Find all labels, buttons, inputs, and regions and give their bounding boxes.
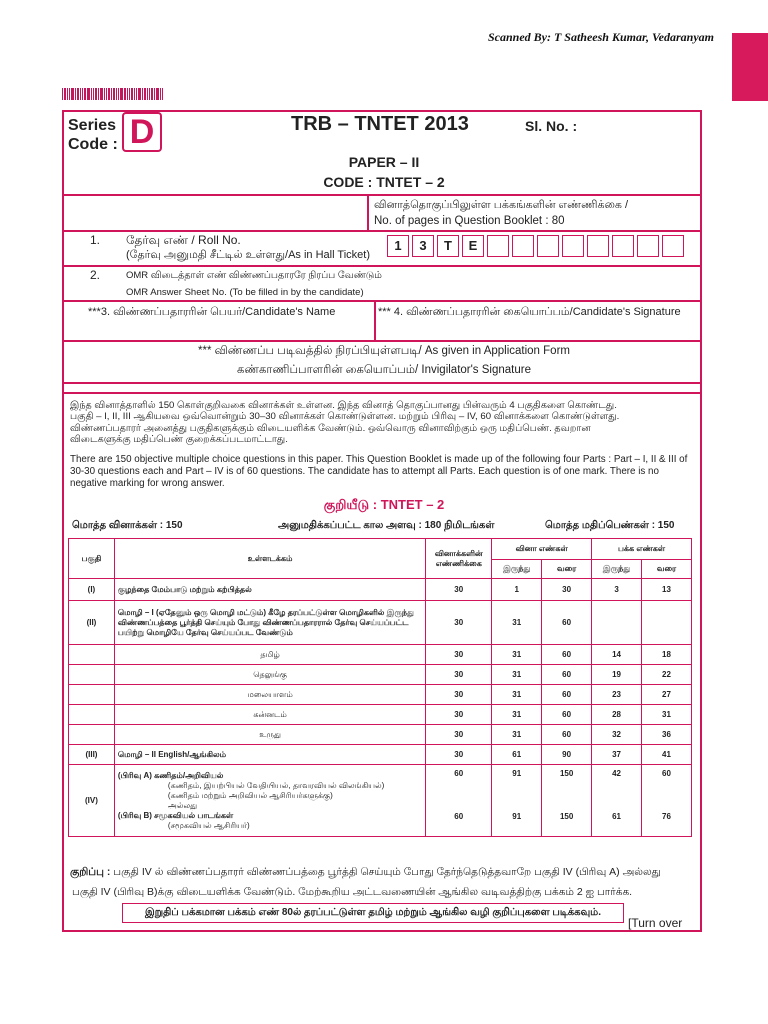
- part4-b-value: 76: [662, 812, 671, 821]
- count-cell: 30: [426, 579, 492, 601]
- header-q-to: வரை: [542, 560, 592, 579]
- barcode-bar: [75, 88, 76, 100]
- count-cell: 30: [426, 745, 492, 765]
- exam-title: TRB – TNTET 2013: [291, 113, 469, 135]
- q-to-cell: 60: [542, 685, 592, 705]
- barcode-bar: [127, 88, 128, 100]
- q-from-cell: 31: [492, 705, 542, 725]
- roll-number-box[interactable]: 1: [387, 235, 409, 257]
- q-to-cell: 60: [542, 705, 592, 725]
- rule-3: [62, 300, 702, 302]
- barcode-bar: [62, 88, 63, 100]
- part4-a-title: (பிரிவு A) கணிதம்/அறிவியல்: [117, 770, 224, 780]
- invigilator-signature-label: கண்காணிப்பாளரின் கையொப்பம்/ Invigilator's Signature: [237, 364, 531, 376]
- header-page-numbers: பக்க எண்கள்: [592, 539, 692, 560]
- syllabus-table: [68, 538, 692, 837]
- part4-a-value: 42: [612, 769, 621, 778]
- series-code-box: D: [122, 112, 162, 152]
- roll-label-line2: (தேர்வு அனுமதி சீட்டில் உள்ளது/As in Hall Ticket): [126, 249, 370, 261]
- notes-block: [70, 862, 698, 902]
- roll-number-box[interactable]: E: [462, 235, 484, 257]
- barcode-bar: [154, 88, 155, 100]
- barcode-bar: [138, 88, 141, 100]
- barcode-bar: [151, 88, 153, 100]
- content-cell: மொழி – I (ஏதேனும் ஒரு மொழி மட்டும்) கீழே தரப்பட்டுள்ள மொழிகளில் இருந்து விண்ணப்பத்தை பூர்த்தி செய்யும் போது விண்ணப்பதாரரால் தேர்வு செய்யப்பட்ட பயிற்று மொழியே தேர்வு செய்யப்பட வேண்டும்: [114, 601, 425, 645]
- part-cell: (I): [69, 579, 115, 601]
- q-to-cell: 60: [542, 645, 592, 665]
- barcode-bar: [118, 88, 119, 100]
- roll-number-box[interactable]: 3: [412, 235, 434, 257]
- barcode-bar: [116, 88, 117, 100]
- roll-number-box[interactable]: [612, 235, 634, 257]
- roll-number-box[interactable]: [487, 235, 509, 257]
- instruction-line: விண்ணப்பதாரர் அனைத்து பகுதிகளுக்கும் விடையளிக்க வேண்டும். ஒவ்வொரு வினாவிற்கும் ஒரு மதிப்பெண். தவறான: [70, 422, 591, 434]
- table-row: [69, 665, 692, 685]
- table-row: [69, 705, 692, 725]
- paper-title: PAPER – II: [348, 154, 420, 170]
- content-cell: கன்னடம்: [114, 705, 425, 725]
- part4-q-from-cell: [492, 765, 542, 837]
- part4-b-value: 150: [559, 812, 574, 821]
- series-label-line1: Series: [68, 117, 117, 134]
- instruction-line: பகுதி – I, II, III ஆகியவை ஒவ்வொன்றும் 30–30 வினாக்கள் கொண்டுள்ளன. மற்றும் பிரிவு – IV, 60 வினாக்களை கொண்டுள்ளது.: [70, 411, 620, 423]
- notes-label: குறிப்பு :: [70, 866, 111, 878]
- series-label: [68, 116, 118, 154]
- part-cell: (III): [69, 745, 115, 765]
- barcode: [62, 88, 172, 100]
- content-cell: தெலுங்கு: [114, 665, 425, 685]
- header-content: உள்ளடக்கம்: [114, 539, 425, 579]
- barcode-bar: [120, 88, 123, 100]
- count-cell: 30: [426, 685, 492, 705]
- part-cell: (IV): [69, 765, 115, 837]
- count-cell: 30: [426, 705, 492, 725]
- part4-a-sub2: (கணிதம் மற்றும் அறிவியல் ஆசிரியர்களுக்கு): [167, 790, 333, 800]
- instructions-english: There are 150 objective multiple choice questions in this paper. This Question Booklet is made up of the following four Parts : Part – I, II & III of 30-30 questions each and Part – IV is of 60 questions. The candidate has to attempt all Parts. Each question is of one mark. There is no negative marking for wrong answer.: [70, 454, 688, 489]
- p-from-cell: [592, 601, 642, 645]
- roll-number-index: 1.: [90, 233, 101, 247]
- notes-line2: பகுதி IV (பிரிவு B)க்கு விடையளிக்க வேண்டும். மேற்கூறிய அட்டவணையின் ஆங்கில வடிவத்திற்கு பக்கம் 2 ஐ பார்க்க.: [72, 886, 633, 898]
- instruction-line: இந்த வினாத்தாளில் 150 கொள்குறிவகை வினாக்கள் உள்ளன. இந்த வினாத் தொகுப்பானது பின்வரும் 4 பகுதிகளை கொண்டது.: [70, 400, 617, 411]
- p-from-cell: 32: [592, 725, 642, 745]
- q-from-cell: 1: [492, 579, 542, 601]
- count-cell: 30: [426, 665, 492, 685]
- barcode-bar: [91, 88, 92, 100]
- candidate-name-field[interactable]: [70, 320, 370, 338]
- table-row: [69, 745, 692, 765]
- candidate-name-label: ***3. விண்ணப்பதாரரின் பெயர்/Candidate's Name: [88, 306, 336, 318]
- header-p-to: வரை: [642, 560, 692, 579]
- q-from-cell: 61: [492, 745, 542, 765]
- part4-count-cell: [426, 765, 492, 837]
- content-cell: மலையாளம்: [114, 685, 425, 705]
- p-to-cell: [642, 601, 692, 645]
- part4-q-to-cell: [542, 765, 592, 837]
- series-label-line2: Code :: [68, 136, 118, 153]
- p-to-cell: 36: [642, 725, 692, 745]
- table-row: [69, 579, 692, 601]
- part4-a-value: 60: [454, 769, 464, 778]
- content-cell-part4: [114, 765, 425, 837]
- paper-code: CODE : TNTET – 2: [323, 174, 445, 190]
- barcode-bar: [82, 88, 83, 100]
- content-cell: குழந்தை மேம்பாடு மற்றும் கற்பித்தல்: [114, 579, 425, 601]
- roll-number-box[interactable]: T: [437, 235, 459, 257]
- candidate-signature-label: *** 4. விண்ணப்பதாரரின் கையொப்பம்/Candidate's Signature: [378, 306, 681, 318]
- p-from-cell: 23: [592, 685, 642, 705]
- pages-label-english: No. of pages in Question Booklet : 80: [374, 215, 565, 227]
- barcode-bar: [84, 88, 86, 100]
- q-from-cell: 31: [492, 685, 542, 705]
- barcode-bar: [160, 88, 161, 100]
- content-cell: தமிழ்: [114, 645, 425, 665]
- barcode-bar: [77, 88, 79, 100]
- p-to-cell: 31: [642, 705, 692, 725]
- count-cell: 30: [426, 645, 492, 665]
- notes-line1: பகுதி IV ல் விண்ணப்பதாரர் விண்ணப்பத்தை பூர்த்தி செய்யும் போது தேர்ந்தெடுத்தவாறே பகுதி IV (பிரிவு A) அல்லது: [113, 866, 661, 878]
- application-note: *** விண்ணப்ப படிவத்தில் நிரப்பியுள்ளபடி/ As given in Application Form: [198, 345, 570, 357]
- roll-label-line1: தேர்வு எண் / Roll No.: [126, 233, 241, 247]
- barcode-bar: [64, 88, 66, 100]
- table-row: [69, 725, 692, 745]
- barcode-bar: [69, 88, 70, 100]
- barcode-bar: [108, 88, 110, 100]
- total-marks: மொத்த மதிப்பெண்கள் : 150: [545, 520, 675, 531]
- table-row-part4: [69, 765, 692, 837]
- barcode-bar: [100, 88, 103, 100]
- q-to-cell: 60: [542, 665, 592, 685]
- instructions-tamil: [70, 400, 698, 446]
- barcode-bar: [111, 88, 112, 100]
- barcode-bar: [142, 88, 143, 100]
- pages-divider: [367, 194, 369, 230]
- part4-a-value: 91: [512, 769, 522, 778]
- header-question-numbers: வினா எண்கள்: [492, 539, 592, 560]
- part-cell: [69, 645, 115, 665]
- p-to-cell: 22: [642, 665, 692, 685]
- table-row: [69, 685, 692, 705]
- candidate-signature-field[interactable]: [380, 320, 698, 338]
- barcode-bar: [113, 88, 115, 100]
- p-from-cell: 19: [592, 665, 642, 685]
- barcode-bar: [144, 88, 146, 100]
- count-cell: 30: [426, 601, 492, 645]
- omr-label-english: OMR Answer Sheet No. (To be filled in by the candidate): [126, 287, 364, 298]
- q-from-cell: 31: [492, 665, 542, 685]
- barcode-bar: [87, 88, 90, 100]
- q-to-cell: 30: [542, 579, 592, 601]
- barcode-bar: [104, 88, 105, 100]
- table-row: [69, 645, 692, 665]
- omr-input-field[interactable]: [390, 268, 690, 294]
- barcode-bar: [106, 88, 107, 100]
- q-from-cell: 31: [492, 645, 542, 665]
- part4-b-value: 91: [512, 812, 522, 821]
- q-from-cell: 31: [492, 725, 542, 745]
- part-cell: [69, 705, 115, 725]
- barcode-bar: [124, 88, 126, 100]
- count-cell: 30: [426, 725, 492, 745]
- part-cell: [69, 665, 115, 685]
- pages-label-tamil: வினாத்தொகுப்பிலுள்ள பக்கங்களின் எண்ணிக்கை /: [374, 199, 629, 211]
- part4-a-sub1: (கணிதம், இயற்பியல் வேதியியல், தாவரவியல் விலங்கியல்): [167, 780, 385, 790]
- rule-2: [62, 265, 702, 267]
- part4-or: அல்லது: [167, 800, 198, 810]
- rule-5: [62, 382, 702, 384]
- roll-number-box[interactable]: [662, 235, 684, 257]
- barcode-bar: [80, 88, 81, 100]
- p-from-cell: 14: [592, 645, 642, 665]
- form-top-rule: [62, 194, 702, 196]
- part4-b-title: (பிரிவு B) சமூகவியல் பாடங்கள்: [117, 810, 234, 820]
- rule-1: [62, 230, 702, 232]
- barcode-bar: [162, 88, 163, 100]
- barcode-bar: [95, 88, 97, 100]
- table-row: [69, 601, 692, 645]
- p-to-cell: 41: [642, 745, 692, 765]
- scanned-by-credit: Scanned By: T Satheesh Kumar, Vedaranyam: [487, 30, 714, 44]
- omr-index: 2.: [90, 268, 101, 282]
- roll-number-box[interactable]: [637, 235, 659, 257]
- content-cell: மொழி – II English/ஆங்கிலம்: [114, 745, 425, 765]
- p-from-cell: 37: [592, 745, 642, 765]
- turn-over-label: [Turn over: [628, 916, 683, 930]
- sl-no-label: Sl. No. :: [525, 118, 578, 134]
- barcode-bar: [129, 88, 130, 100]
- roll-number-box[interactable]: [537, 235, 559, 257]
- q-to-cell: 90: [542, 745, 592, 765]
- corner-tab: [732, 33, 768, 101]
- content-cell: உருது: [114, 725, 425, 745]
- roll-number-box[interactable]: [587, 235, 609, 257]
- barcode-bar: [136, 88, 137, 100]
- barcode-bar: [147, 88, 148, 100]
- roll-number-box[interactable]: [562, 235, 584, 257]
- part4-p-from-cell: [592, 765, 642, 837]
- time-allowed: அனுமதிக்கப்பட்ட கால அளவு : 180 நிமிடங்கள்: [278, 520, 495, 531]
- header-q-from: இருந்து: [492, 560, 542, 579]
- part-cell: [69, 685, 115, 705]
- p-from-cell: 3: [592, 579, 642, 601]
- p-to-cell: 13: [642, 579, 692, 601]
- name-sign-divider: [374, 300, 376, 340]
- barcode-bar: [67, 88, 68, 100]
- roll-number-boxes[interactable]: [387, 235, 684, 257]
- p-to-cell: 27: [642, 685, 692, 705]
- part4-b-value: 61: [612, 812, 621, 821]
- p-from-cell: 28: [592, 705, 642, 725]
- header-p-from: இருந்து: [592, 560, 642, 579]
- omr-label-tamil: OMR விடைத்தாள் எண் விண்ணப்பதாரரே நிரப்ப வேண்டும்: [126, 270, 382, 281]
- table-heading: குறியீடு : TNTET – 2: [323, 497, 445, 512]
- p-to-cell: 18: [642, 645, 692, 665]
- header-part: பகுதி: [69, 539, 115, 579]
- barcode-bar: [93, 88, 94, 100]
- part4-a-value: 150: [559, 769, 574, 778]
- part4-p-to-cell: [642, 765, 692, 837]
- part-cell: [69, 725, 115, 745]
- part4-a-value: 60: [662, 769, 671, 778]
- part4-b-value: 60: [454, 812, 464, 821]
- part4-b-sub: (சமூகவியல் ஆசிரியர்): [167, 820, 250, 830]
- barcode-bar: [71, 88, 74, 100]
- final-instruction-box: இறுதிப் பக்கமான பக்கம் எண் 80ல் தரப்பட்டுள்ள தமிழ் மற்றும் ஆங்கில வழி குறிப்புகளை படிக்கவும்.: [122, 903, 624, 923]
- barcode-bar: [134, 88, 135, 100]
- barcode-bar: [98, 88, 99, 100]
- barcode-bar: [156, 88, 159, 100]
- q-to-cell: 60: [542, 601, 592, 645]
- header-count: வினாக்களின் எண்ணிக்கை: [426, 539, 492, 579]
- barcode-bar: [149, 88, 150, 100]
- q-from-cell: 31: [492, 601, 542, 645]
- q-to-cell: 60: [542, 725, 592, 745]
- barcode-bar: [131, 88, 133, 100]
- instruction-line: விடைகளுக்கு மதிப்பெண் குறைக்கப்படமாட்டாது.: [70, 434, 288, 446]
- rule-6: [62, 392, 702, 394]
- roll-number-box[interactable]: [512, 235, 534, 257]
- part-cell: (II): [69, 601, 115, 645]
- total-questions: மொத்த வினாக்கள் : 150: [72, 520, 183, 531]
- rule-4: [62, 340, 702, 342]
